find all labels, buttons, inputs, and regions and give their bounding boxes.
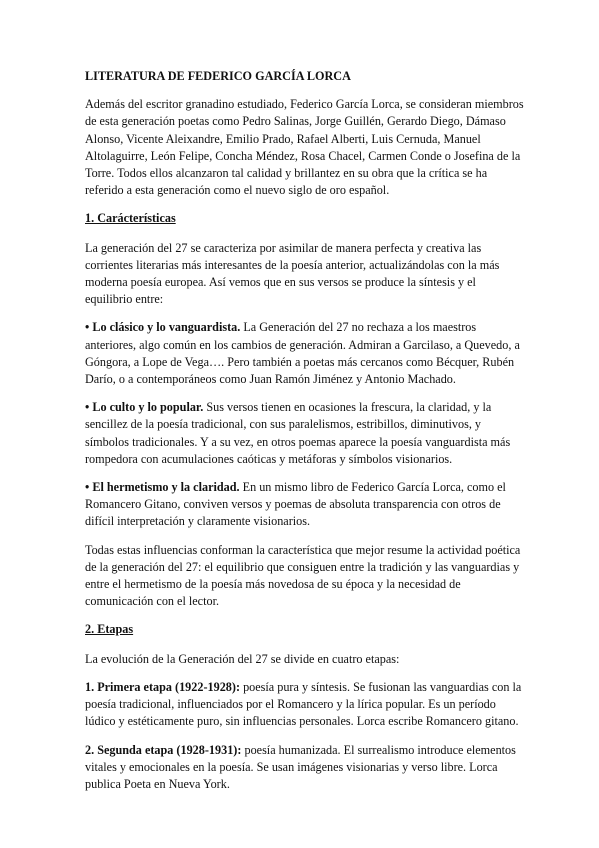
- intro-paragraph: Además del escritor granadino estudiado, Federico García Lorca, se consideran miembros de esta generación poetas como Pedro Salinas, Jorge Guillén, Gerardo Diego, Dámaso Alonso, Vicente Aleixandre, Emilio Prado, Rafael Alberti, Luis Cernuda, Manuel Altolaguirre, León Felipe, Concha Méndez, Rosa Chacel, Carmen Conde o Josefina de la Torre. Todos ellos alcanzaron tal calidad y brillantez en su obra que la crítica se ha referido a esta generación como el nuevo siglo de oro español.: [85, 97, 524, 198]
- section-heading-characteristics: 1. Carácterísticas: [85, 211, 176, 226]
- characteristic-term: • Lo culto y lo popular.: [85, 400, 204, 415]
- characteristic-term: • El hermetismo y la claridad.: [85, 480, 240, 495]
- document-title: LITERATURA DE FEDERICO GARCÍA LORCA: [85, 69, 351, 83]
- stages-intro: La evolución de la Generación del 27 se divide en cuatro etapas:: [85, 651, 400, 666]
- characteristic-item: [85, 479, 525, 531]
- document-page: [85, 68, 525, 804]
- characteristic-text: En un mismo libro de Federico García Lorca, como el Romancero Gitano, conviven versos y poemas de absoluta transparencia con otros de difícil interpretación y claramente visionarios.: [85, 480, 506, 529]
- characteristic-item: [85, 319, 525, 388]
- stage-item: [85, 742, 525, 794]
- section-heading-stages: 2. Etapas: [85, 622, 134, 637]
- stage-term: 2. Segunda etapa (1928-1931):: [85, 742, 242, 757]
- characteristic-term: • Lo clásico y lo vanguardista.: [85, 320, 241, 335]
- characteristics-intro: La generación del 27 se caracteriza por asimilar de manera perfecta y creativa las corrientes literarias más interesantes de la poesía anterior, actualizándolas con la más moderna poesía europea. Así vemos que en sus versos se produce la síntesis y el equilibrio entre:: [85, 240, 500, 307]
- characteristics-conclusion: Todas estas influencias conforman la característica que mejor resume la actividad poética de la generación del 27: el equilibrio que consiguen entre la tradición y las vanguardias y entre el hermetismo de la poesía más novedosa de su época y la necesidad de comunicación con el lector.: [85, 542, 521, 609]
- stage-text: poesía humanizada. El surrealismo introduce elementos vitales y emocionales en la poesía. Se usan imágenes visionarias y verso libre. Lorca publica Poeta en Nueva York.: [85, 742, 516, 791]
- characteristic-item: [85, 399, 525, 468]
- stage-text: poesía pura y síntesis. Se fusionan las vanguardias con la poesía tradicional, influenciados por el Romancero y la lírica popular. Es un período lúdico y estéticamente puro, sin influencias personales. Lorca escribe Romancero gitano.: [85, 679, 522, 729]
- stage-term: 1. Primera etapa (1922-1928):: [85, 679, 241, 694]
- characteristic-text: Sus versos tienen en ocasiones la frescura, la claridad, y la sencillez de la poesía tradicional, con sus paralelismos, estribillos, diminutivos, y símbolos tradicionales. Y a su vez, en otros poemas aparece la poesía vanguardista más rompedora con acumulaciones caóticas y metáforas y símbolos visionarios.: [85, 400, 511, 466]
- characteristic-text: La Generación del 27 no rechaza a los maestros anteriores, algo común en los cambios de generación. Admiran a Garcilaso, a Quevedo, a Góngora, a Lope de Vega…. Pero también a poetas más cercanos como Bécquer, Rubén Darío, o a contemporáneos como Juan Ramón Jiménez y Antonio Machado.: [85, 320, 520, 387]
- stage-item: [85, 679, 525, 731]
